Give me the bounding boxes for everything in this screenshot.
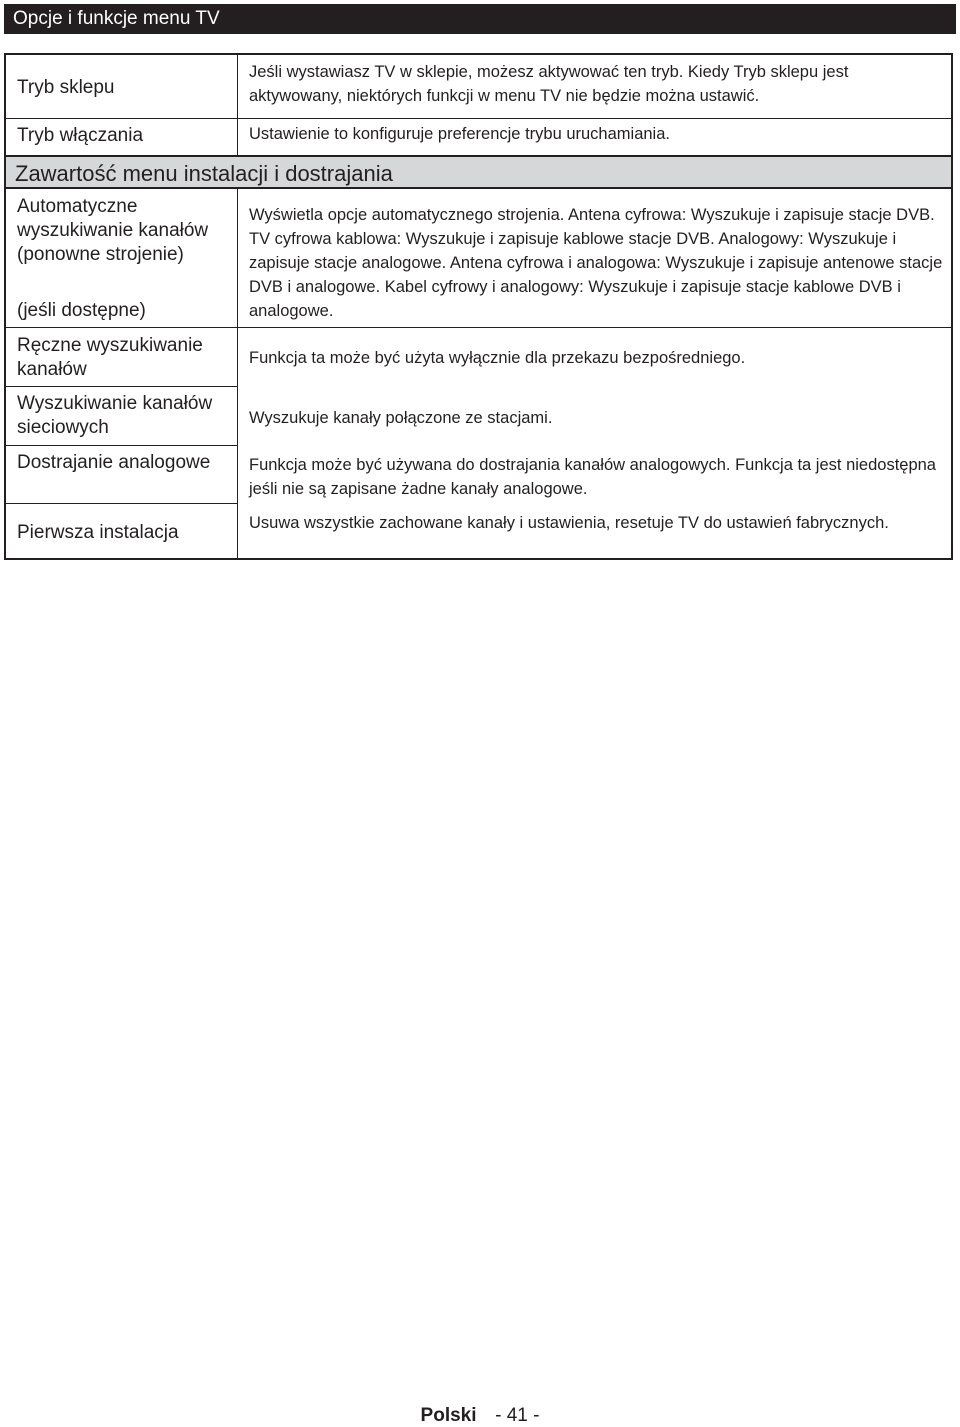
row-divider — [6, 327, 951, 328]
menu-options-table — [4, 53, 953, 560]
column-divider — [237, 55, 238, 155]
row-description-network-channel-scan: Wyszukuje kanały połączone ze stacjami. — [249, 409, 553, 427]
row-divider — [6, 503, 237, 504]
row-divider — [6, 118, 951, 119]
row-label-power-mode: Tryb włączania — [17, 125, 144, 146]
row-label-first-installation: Pierwsza instalacja — [17, 522, 179, 543]
page-footer — [0, 1405, 960, 1427]
row-label-network-channel-scan: Wyszukiwanie kanałów sieciowych — [17, 393, 213, 438]
row-description-manual-channel-scan: Funkcja ta może być użyta wyłącznie dla przekazu bezpośredniego. — [249, 349, 746, 367]
row-divider — [6, 445, 237, 446]
row-description-power-mode: Ustawienie to konfiguruje preferencje trybu uruchamiania. — [249, 125, 670, 143]
row-label-store-mode: Tryb sklepu — [17, 77, 115, 98]
row-description-store-mode: Jeśli wystawiasz TV w sklepie, możesz aktywować ten tryb. Kiedy Tryb sklepu jest aktywowany, niektórych funkcji w menu TV nie będzie można ustawić. — [249, 63, 849, 105]
row-label-auto-channel-scan: Automatyczne wyszukiwanie kanałów (ponowne strojenie) — [17, 196, 209, 265]
row-description-auto-channel-scan: Wyświetla opcje automatycznego strojenia. Antena cyfrowa: Wyszukuje i zapisuje stacje DVB. TV cyfrowa kablowa: Wyszukuje i zapisuje kablowe stacje DVB. Analogowy: Wyszukuje i zapisuje stacje analogowe. Antena cyfrowa i analogowa: Wyszukuje i zapisuje antenowe stacje DVB i analogowe. Kabel cyfrowy i analogowy: Wyszukuje i zapisuje stacje kablowe DVB i analogowe. — [249, 206, 943, 320]
install-section-title: Zawartość menu instalacji i dostrajania — [15, 161, 393, 186]
row-label-manual-channel-scan: Ręczne wyszukiwanie kanałów — [17, 335, 203, 380]
row-description-analog-fine-tune: Funkcja może być używana do dostrajania kanałów analogowych. Funkcja ta jest niedostępna jeśli nie są zapisane żadne kanały analogowe. — [249, 456, 936, 498]
section-header — [4, 4, 956, 34]
row-description-first-installation: Usuwa wszystkie zachowane kanały i ustawienia, resetuje TV do ustawień fabrycznych. — [249, 514, 889, 532]
row-divider — [6, 386, 237, 387]
row-label-analog-fine-tune: Dostrajanie analogowe — [17, 452, 211, 473]
install-section-band — [6, 155, 951, 189]
column-divider — [237, 189, 238, 560]
row-sublabel-if-available: (jeśli dostępne) — [17, 300, 146, 321]
footer-page-number: - 41 - — [495, 1405, 540, 1426]
section-header-title: Opcje i funkcje menu TV — [13, 8, 220, 29]
footer-language: Polski — [420, 1405, 477, 1426]
